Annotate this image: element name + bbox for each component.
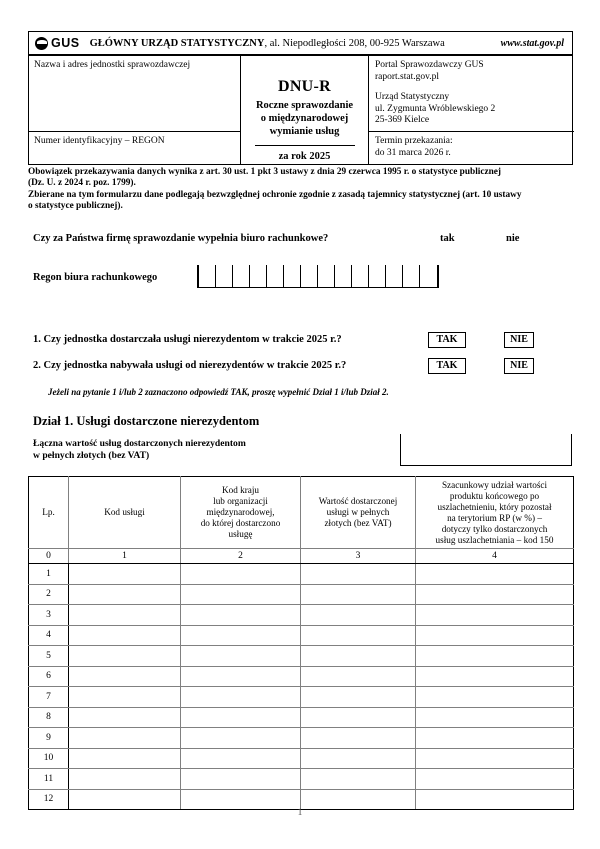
row-number: 6 (29, 666, 69, 687)
portal-url[interactable]: raport.stat.gov.pl (375, 71, 440, 82)
form-title (256, 99, 353, 138)
cell-service-value[interactable] (301, 707, 416, 728)
question-2 (33, 360, 346, 371)
cell-service-code[interactable] (69, 687, 181, 708)
cell-service-code[interactable] (69, 584, 181, 605)
regon-digit-cell[interactable] (352, 265, 369, 287)
cell-estimated-share[interactable] (416, 625, 574, 646)
section-1-title: Dział 1. Usługi dostarczone nierezydentom (33, 414, 260, 428)
regon-digit-cell[interactable] (335, 265, 352, 287)
identification-right-column (369, 56, 574, 164)
accounting-regon-input[interactable] (197, 265, 439, 288)
regon-digit-cell[interactable] (233, 265, 250, 287)
cell-country-code[interactable] (181, 625, 301, 646)
table-row (29, 666, 574, 687)
form-title-line-3: wymianie usług (269, 126, 340, 137)
cell-country-code[interactable] (181, 584, 301, 605)
cell-service-code[interactable] (69, 625, 181, 646)
column-number-row (29, 549, 574, 564)
cell-service-code[interactable] (69, 605, 181, 626)
services-table-head (29, 477, 574, 564)
table-row (29, 769, 574, 790)
deadline-label: Termin przekazania: (375, 136, 453, 146)
cell-country-code[interactable] (181, 646, 301, 667)
cell-service-value[interactable] (301, 646, 416, 667)
question-2-no-checkbox[interactable]: NIE (504, 358, 534, 374)
table-row (29, 687, 574, 708)
form-code: DNU-R (277, 78, 332, 95)
identification-left-column (29, 56, 241, 164)
question-1-number: 1. (33, 334, 41, 345)
cell-service-code[interactable] (69, 707, 181, 728)
regon-digit-cell[interactable] (216, 265, 233, 287)
row-number: 7 (29, 687, 69, 708)
deadline-info (369, 132, 574, 166)
table-row (29, 646, 574, 667)
office-name: GŁÓWNY URZĄD STATYSTYCZNY (89, 37, 265, 49)
legal-line-1: Obowiązek przekazywania danych wynika z art. 30 ust. 1 pkt 3 ustawy z dnia 29 czerwca 1995 r. o statystyce publicznej (28, 167, 502, 177)
cell-service-code[interactable] (69, 666, 181, 687)
cell-service-value[interactable] (301, 728, 416, 749)
total-value-label-line-2: w pełnych złotych (bez VAT) (33, 450, 150, 461)
cell-estimated-share[interactable] (416, 687, 574, 708)
table-row (29, 625, 574, 646)
portal-name: Portal Sprawozdawczy GUS (375, 60, 484, 70)
table-header-row (29, 477, 574, 549)
question-2-number: 2. (33, 360, 41, 371)
cell-country-code[interactable] (181, 605, 301, 626)
cell-service-value[interactable] (301, 769, 416, 790)
statistical-office-city: 25-369 Kielce (375, 115, 430, 125)
cell-country-code[interactable] (181, 687, 301, 708)
column-header-service-value: Wartość dostarczonej usługi w pełnych złotych (bez VAT) (301, 477, 416, 549)
row-number: 4 (29, 625, 69, 646)
legal-line-4: o statystyce publicznej). (28, 201, 123, 212)
column-number-4: 4 (416, 549, 574, 564)
row-number: 9 (29, 728, 69, 749)
cell-service-value[interactable] (301, 584, 416, 605)
cell-service-value[interactable] (301, 564, 416, 585)
cell-service-value[interactable] (301, 748, 416, 769)
regon-digit-cell[interactable] (318, 265, 335, 287)
column-number-1: 1 (69, 549, 181, 564)
cell-country-code[interactable] (181, 707, 301, 728)
column-header-country-code: Kod kraju lub organizacji międzynarodowej, do której dostarczono usługę (181, 477, 301, 549)
gus-logo-icon (35, 37, 48, 50)
row-number: 5 (29, 646, 69, 667)
column-number-3: 3 (301, 549, 416, 564)
legal-notice (28, 167, 576, 213)
cell-service-code[interactable] (69, 728, 181, 749)
cell-service-value[interactable] (301, 625, 416, 646)
gus-logo-text: GUS (51, 36, 80, 50)
instruction-note: Jeżeli na pytanie 1 i/lub 2 zaznaczono odpowiedź TAK, proszę wypełnić Dział 1 i/lub Dział 2. (48, 387, 389, 397)
statistical-office-name: Urząd Statystyczny (375, 92, 450, 102)
cell-estimated-share[interactable] (416, 584, 574, 605)
regon-digit-cell[interactable] (284, 265, 301, 287)
column-header-lp: Lp. (29, 477, 69, 549)
cell-service-value[interactable] (301, 687, 416, 708)
regon-digit-cell[interactable] (369, 265, 386, 287)
cell-country-code[interactable] (181, 789, 301, 810)
total-value-input[interactable] (400, 434, 572, 466)
row-number: 1 (29, 564, 69, 585)
total-value-label (33, 438, 246, 462)
table-row (29, 564, 574, 585)
column-number-2: 2 (181, 549, 301, 564)
portal-and-office-info (369, 56, 574, 132)
cell-country-code[interactable] (181, 728, 301, 749)
regon-digit-cell[interactable] (301, 265, 318, 287)
cell-country-code[interactable] (181, 666, 301, 687)
table-row (29, 728, 574, 749)
cell-service-value[interactable] (301, 605, 416, 626)
cell-estimated-share[interactable] (416, 605, 574, 626)
header-banner (28, 31, 573, 55)
question-1-text: Czy jednostka dostarczała usługi nierezydentom w trakcie 2025 r.? (43, 334, 342, 345)
accounting-office-question: Czy za Państwa firmę sprawozdanie wypełnia biuro rachunkowe? (33, 233, 329, 244)
cell-country-code[interactable] (181, 564, 301, 585)
column-number-0: 0 (29, 549, 69, 564)
regon-digit-cell[interactable] (199, 265, 216, 287)
cell-estimated-share[interactable] (416, 646, 574, 667)
unit-regon-label: Numer identyfikacyjny – REGON (34, 136, 165, 146)
cell-service-value[interactable] (301, 789, 416, 810)
regon-digit-cell[interactable] (420, 265, 437, 287)
question-1 (33, 334, 342, 345)
identification-block (28, 55, 573, 165)
statistical-office-street: ul. Zygmunta Wróblewskiego 2 (375, 103, 496, 114)
cell-country-code[interactable] (181, 769, 301, 790)
cell-service-code[interactable] (69, 748, 181, 769)
total-value-label-line-1: Łączna wartość usług dostarczonych nierezydentom (33, 438, 246, 449)
page-number: 1 (297, 808, 303, 818)
table-row (29, 605, 574, 626)
cell-service-value[interactable] (301, 666, 416, 687)
cell-service-code[interactable] (69, 769, 181, 790)
services-table (28, 476, 574, 810)
column-header-estimated-share: Szacunkowy udział wartości produktu końcowego po uszlachetnieniu, który pozostał na terytorium RP (w %) – dotyczy tylko dostarczonych usług uszlachetniania – kod 150 (416, 477, 574, 549)
question-1-no-checkbox[interactable]: NIE (504, 332, 534, 348)
cell-country-code[interactable] (181, 748, 301, 769)
unit-name-address-field[interactable] (29, 56, 240, 132)
title-divider (255, 145, 355, 146)
cell-service-code[interactable] (69, 789, 181, 810)
website-link[interactable]: www.stat.gov.pl (500, 37, 564, 49)
table-row (29, 584, 574, 605)
table-row (29, 748, 574, 769)
row-number: 2 (29, 584, 69, 605)
cell-estimated-share[interactable] (416, 789, 574, 810)
cell-service-code[interactable] (69, 564, 181, 585)
regon-digit-cell[interactable] (386, 265, 403, 287)
form-title-line-2: o międzynarodowej (260, 113, 349, 124)
table-row (29, 789, 574, 810)
regon-digit-cell[interactable] (267, 265, 284, 287)
row-number: 11 (29, 769, 69, 790)
accounting-regon-label: Regon biura rachunkowego (33, 272, 158, 283)
column-header-service-code: Kod usługi (69, 477, 181, 549)
accounting-yes-label[interactable]: tak (440, 233, 455, 244)
row-number: 3 (29, 605, 69, 626)
cell-estimated-share[interactable] (416, 769, 574, 790)
legal-line-3: Zbierane na tym formularzu dane podlegają bezwzględnej ochronie zgodnie z zasadą tajemnicy statystycznej (art. 10 ustawy (28, 189, 522, 200)
legal-line-2: (Dz. U. z 2024 r. poz. 1799). (28, 178, 136, 189)
regon-digit-cell[interactable] (250, 265, 267, 287)
unit-name-address-label: Nazwa i adres jednostki sprawozdawczej (34, 60, 191, 70)
cell-service-code[interactable] (69, 646, 181, 667)
cell-estimated-share[interactable] (416, 564, 574, 585)
row-number: 8 (29, 707, 69, 728)
services-table-body (29, 564, 574, 810)
cell-estimated-share[interactable] (416, 666, 574, 687)
question-2-yes-checkbox[interactable]: TAK (428, 358, 466, 374)
cell-estimated-share[interactable] (416, 728, 574, 749)
form-title-cell (241, 56, 369, 164)
unit-regon-field[interactable] (29, 132, 240, 166)
accounting-no-label[interactable]: nie (506, 233, 520, 244)
info-spacer (375, 83, 568, 92)
table-row (29, 707, 574, 728)
cell-estimated-share[interactable] (416, 707, 574, 728)
deadline-date: do 31 marca 2026 r. (375, 147, 451, 158)
office-address: , al. Niepodległości 208, 00-925 Warszawa (264, 37, 445, 49)
question-1-yes-checkbox[interactable]: TAK (428, 332, 466, 348)
cell-estimated-share[interactable] (416, 748, 574, 769)
question-2-text: Czy jednostka nabywała usługi od nierezydentów w trakcie 2025 r.? (43, 360, 347, 371)
form-title-line-1: Roczne sprawozdanie (255, 100, 354, 111)
row-number: 12 (29, 789, 69, 810)
row-number: 10 (29, 748, 69, 769)
form-year: za rok 2025 (278, 151, 331, 162)
regon-digit-cell[interactable] (403, 265, 420, 287)
